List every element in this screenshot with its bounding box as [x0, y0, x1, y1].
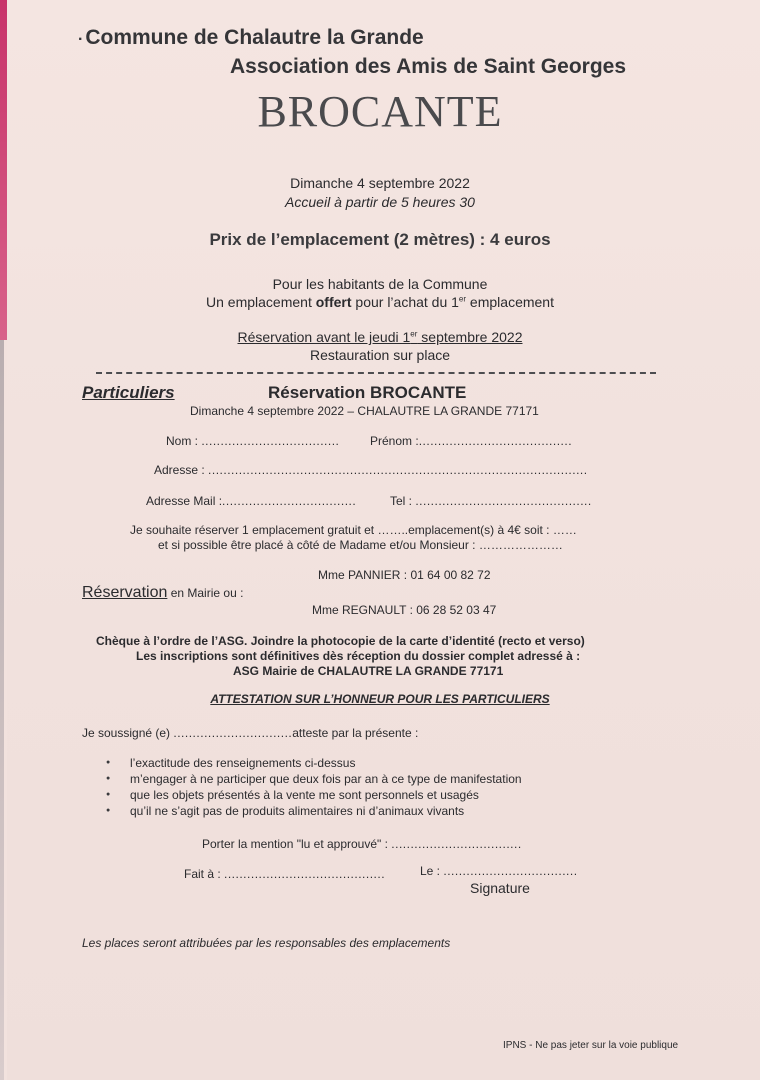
section-particuliers: Particuliers: [82, 383, 175, 402]
commune-header: [78, 26, 424, 50]
adresse-field[interactable]: Adresse : ...................................................................................................: [154, 463, 588, 477]
list-item: ● qu’il ne s’agit pas de produits alimentaires ni d’animaux vivants: [106, 803, 522, 819]
list-item: ● que les objets présentés à la vente me sont personnels et usagés: [106, 787, 522, 803]
contact-pannier: Mme PANNIER : 01 64 00 82 72: [318, 568, 491, 582]
association-name: Association des Amis de Saint Georges: [230, 55, 627, 78]
soussigne-field[interactable]: Je soussigné (e) ...............................atteste par la présente :: [82, 726, 419, 740]
commune-name: Commune de Chalautre la Grande: [85, 26, 424, 49]
cheque-line-2: Les inscriptions sont définitives dès réception du dossier complet adressé à :: [136, 649, 581, 663]
reservation-quantity-line[interactable]: Je souhaite réserver 1 emplacement gratuit et ……..emplacement(s) à 4€ soit : ……: [130, 523, 577, 537]
placement-preference-line[interactable]: et si possible être placé à côté de Madame et/ou Monsieur : …………………: [158, 538, 563, 552]
prenom-field[interactable]: Prénom :........................................: [370, 434, 573, 448]
event-date: Dimanche 4 septembre 2022: [290, 175, 470, 191]
attestation-title: ATTESTATION SUR L’HONNEUR POUR LES PARTICULIERS: [210, 692, 550, 706]
signature-label: Signature: [470, 880, 530, 896]
email-field[interactable]: Adresse Mail :...................................: [146, 494, 357, 508]
page-title: BROCANTE: [257, 87, 503, 136]
date-field[interactable]: Le : ...................................: [420, 864, 578, 878]
reservation-deadline: Réservation avant le jeudi 1er septembre 2022: [237, 329, 523, 345]
residents-note: Pour les habitants de la Commune: [272, 276, 488, 292]
paper-edge-gray: [0, 340, 4, 1080]
tel-field[interactable]: Tel : ..............................................: [390, 494, 592, 508]
places-note: Les places seront attribuées par les responsables des emplacements: [82, 936, 451, 950]
list-item: ● m’engager à ne participer que deux fois par an à ce type de manifestation: [106, 771, 522, 787]
event-accueil: Accueil à partir de 5 heures 30: [285, 194, 475, 210]
reservation-mairie: Réservation en Mairie ou :: [82, 584, 244, 601]
attestation-list: [106, 755, 522, 819]
cut-line: [96, 372, 656, 374]
ipns-note: IPNS - Ne pas jeter sur la voie publique: [503, 1040, 679, 1051]
fait-a-field[interactable]: Fait à : ..........................................: [184, 867, 386, 881]
event-price: Prix de l’emplacement (2 mètres) : 4 euros: [209, 230, 551, 249]
stray-mark: ·: [78, 31, 84, 48]
mention-field[interactable]: Porter la mention "lu et approuvé" : ..................................: [202, 837, 522, 851]
cheque-address: ASG Mairie de CHALAUTRE LA GRANDE 77171: [233, 664, 504, 678]
contact-regnault: Mme REGNAULT : 06 28 52 03 47: [312, 603, 497, 617]
form-subtitle: Dimanche 4 septembre 2022 – CHALAUTRE LA GRANDE 77171: [190, 404, 539, 418]
list-item: ● l’exactitude des renseignements ci-dessus: [106, 755, 522, 771]
nom-field[interactable]: Nom : ....................................: [166, 434, 340, 448]
free-slot-note: Un emplacement offert pour l’achat du 1er emplacement: [206, 294, 554, 310]
restauration-note: Restauration sur place: [309, 347, 451, 363]
cheque-line-1: Chèque à l’ordre de l’ASG. Joindre la photocopie de la carte d’identité (recto et verso): [96, 634, 585, 648]
form-title: Réservation BROCANTE: [268, 383, 467, 402]
